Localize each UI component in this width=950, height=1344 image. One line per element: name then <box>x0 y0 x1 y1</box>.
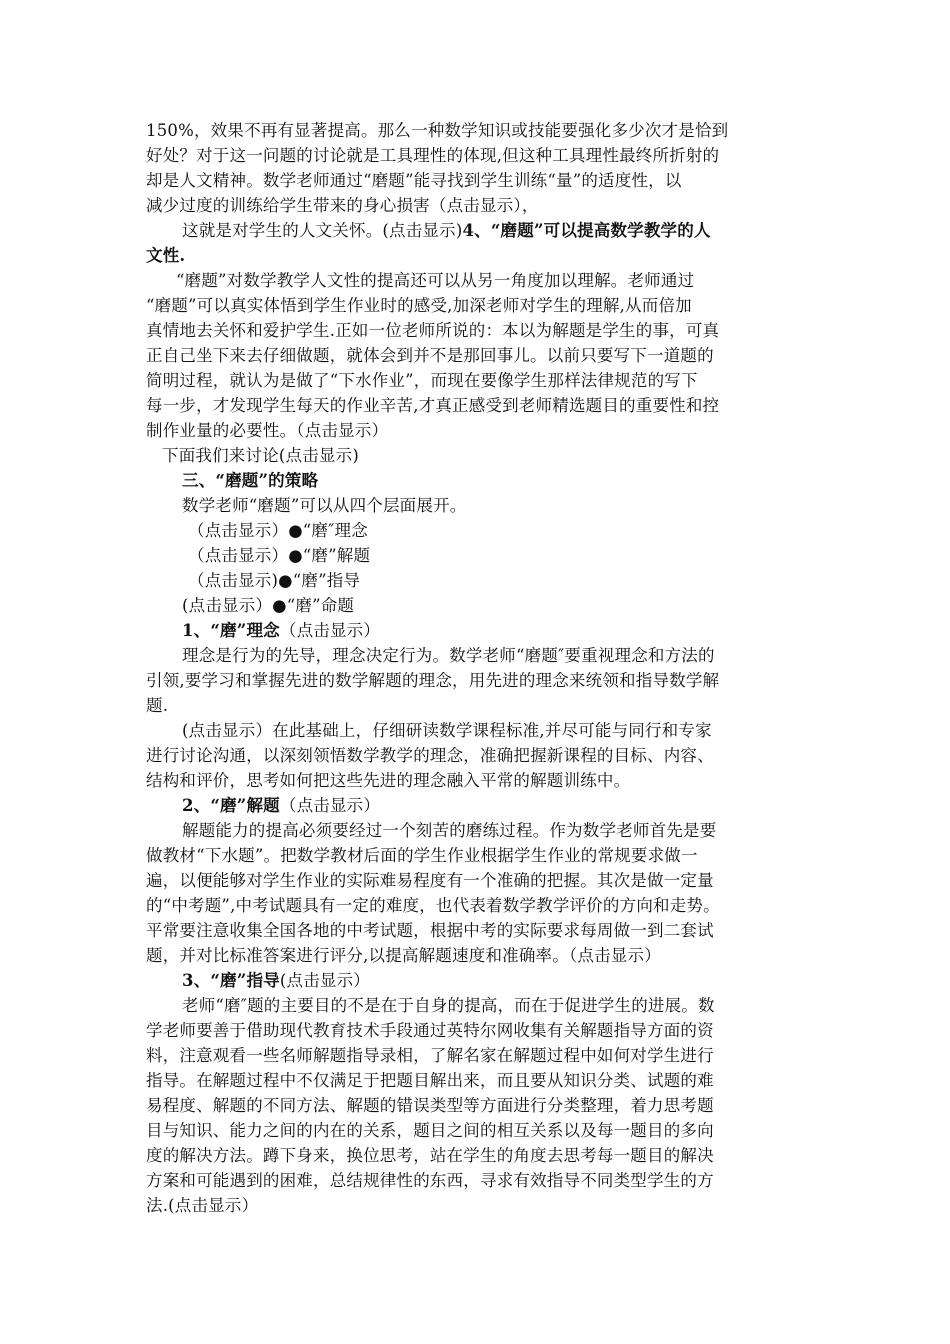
line-text: (点击显示） <box>279 971 371 990</box>
paragraph-line: 下面我们来讨论(点击显示) <box>162 446 359 465</box>
paragraph-line: 平常要注意收集全国各地的中考试题，根据中考的实际要求每周做一到二套试 <box>146 921 714 940</box>
paragraph-line: 解题能力的提高必须要经过一个刻苦的磨练过程。作为数学老师首先是要 <box>182 821 717 840</box>
paragraph-line: 引领,要学习和掌握先进的数学解题的理念，用先进的理念来统领和指导数学解 <box>146 671 720 690</box>
paragraph-line: “磨题”可以真实体悟到学生作业时的感受,加深老师对学生的理解,从而倍加 <box>146 296 692 315</box>
paragraph-line: 简明过程，就认为是做了“下水作业”，而现在要像学生那样法律规范的写下 <box>146 371 698 390</box>
paragraph-line: 易程度、解题的不同方法、解题的错误类型等方面进行分类整理，着力思考题 <box>146 1096 714 1115</box>
subsection-heading-3: 3、“磨”指导 <box>182 971 280 990</box>
paragraph-line: 正自己坐下来去仔细做题，就体会到并不是那回事儿。以前只要写下一道题的 <box>146 346 714 365</box>
paragraph-line: (点击显示）在此基础上，仔细研读数学课程标准,并尽可能与同行和专家 <box>182 721 712 740</box>
paragraph-line: 指导。在解题过程中不仅满足于把题目解出来，而且要从知识分类、试题的难 <box>146 1071 714 1090</box>
line-text: （点击显示） <box>279 796 381 815</box>
section-heading-strategy: 三、“磨题”的策略 <box>182 471 319 490</box>
list-item: (点击显示）●“磨”命题 <box>182 596 355 615</box>
paragraph-line: 制作业量的必要性。（点击显示） <box>146 421 389 440</box>
paragraph-line: 题. <box>146 696 169 715</box>
line-text: （点击显示） <box>279 621 381 640</box>
paragraph-line: 减少过度的训练给学生带来的身心损害（点击显示）， <box>146 196 539 215</box>
subsection-heading-2: 2、“磨”解题 <box>182 796 280 815</box>
paragraph-line: 老师“磨″题的主要目的不是在于自身的提高，而在于促进学生的进展。数 <box>182 996 715 1015</box>
paragraph-line: 学老师要善于借助现代教育技术手段通过英特尔网收集有关解题指导方面的资 <box>146 1021 714 1040</box>
paragraph-line <box>146 793 812 818</box>
paragraph-line: 做教材“下水题”。把数学教材后面的学生作业根据学生作业的常规要求做一 <box>146 846 698 865</box>
paragraph-line: 真情地去关怀和爱护学生.正如一位老师所说的：本以为解题是学生的事，可真 <box>146 321 720 340</box>
paragraph-line: 150%，效果不再有显著提高。那么一种数学知识或技能要强化多少次才是恰到 <box>146 121 729 140</box>
section-heading-4-continued: 文性. <box>146 246 186 265</box>
paragraph-line: 结构和评价，思考如何把这些先进的理念融入平常的解题训练中。 <box>146 771 631 790</box>
paragraph-line: 料，注意观看一些名师解题指导录相，了解名家在解题过程中如何对学生进行 <box>146 1046 714 1065</box>
paragraph-line: 进行讨论沟通，以深刻领悟数学教学的理念，准确把握新课程的目标、内容、 <box>146 746 714 765</box>
paragraph-line: 度的解决方法。蹲下身来，换位思考，站在学生的角度去思考每一题目的解决 <box>146 1146 714 1165</box>
paragraph-line: 方案和可能遇到的困难，总结规律性的东西，寻求有效指导不同类型学生的方 <box>146 1171 714 1190</box>
paragraph-line: 目与知识、能力之间的内在的关系，题目之间的相互关系以及每一题目的多向 <box>146 1121 714 1140</box>
paragraph-line: 题，并对比标准答案进行评分,以提高解题速度和准确率。（点击显示） <box>146 946 661 965</box>
paragraph-line: 好处？对于这一问题的讨论就是工具理性的体现,但这种工具理性最终所折射的 <box>146 146 720 165</box>
paragraph-line: 法.(点击显示） <box>146 1196 259 1215</box>
list-item: （点击显示)●“磨”指导 <box>188 571 361 590</box>
paragraph-line: 遍，以便能够对学生作业的实际难易程度有一个准确的把握。其次是做一定量 <box>146 871 714 890</box>
paragraph-line: 数学老师“磨题”可以从四个层面展开。 <box>182 496 467 515</box>
list-item: （点击显示）●“磨”解题 <box>188 546 371 565</box>
list-item: （点击显示）●“磨″理念 <box>188 521 368 540</box>
subsection-heading-1: 1、“磨”理念 <box>182 621 280 640</box>
paragraph-line: 的“中考题”,中考试题具有一定的难度，也代表着数学教学评价的方向和走势。 <box>146 896 720 915</box>
document-page <box>146 118 812 1218</box>
paragraph-line: 却是人文精神。数学老师通过“磨题”能寻找到学生训练“量”的适度性，以 <box>146 171 682 190</box>
line-text: 这就是对学生的人文关怀。(点击显示) <box>182 221 463 240</box>
paragraph-line: 理念是行为的先导，理念决定行为。数学老师“磨题″要重视理念和方法的 <box>182 646 715 665</box>
paragraph-line: “磨题”对数学教学人文性的提高还可以从另一角度加以理解。老师通过 <box>176 271 695 290</box>
paragraph-line: 每一步，才发现学生每天的作业辛苦,才真正感受到老师精选题目的重要性和控 <box>146 396 720 415</box>
paragraph-line <box>146 618 812 643</box>
section-heading-4: 4、“磨题”可以提高数学教学的人 <box>462 221 711 240</box>
paragraph-line <box>146 218 812 243</box>
paragraph-line <box>146 968 812 993</box>
